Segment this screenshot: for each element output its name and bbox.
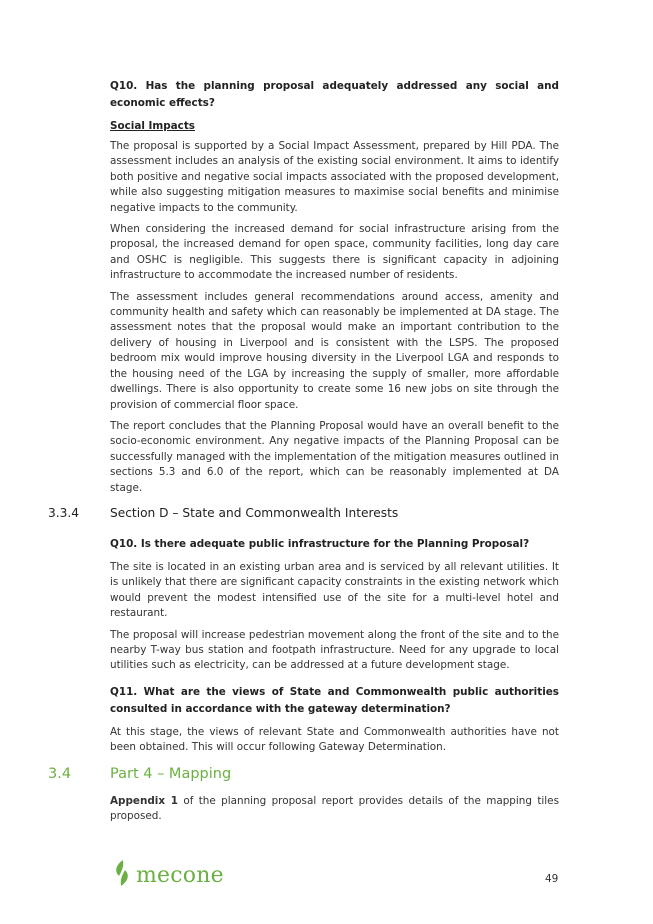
appendix-paragraph bbox=[110, 794, 559, 825]
appendix-text: of the planning proposal report provides details of the mapping tiles proposed. bbox=[110, 794, 559, 822]
question-q10-social: Q10. Has the planning proposal adequately addressed any social and economic effects? bbox=[110, 80, 559, 109]
section-number: 3.3.4 bbox=[48, 505, 80, 520]
question-q10-infrastructure: Q10. Is there adequate public infrastructure for the Planning Proposal? bbox=[110, 537, 530, 550]
social-impacts-heading: Social Impacts bbox=[110, 120, 195, 132]
section-heading-3-3-4 bbox=[0, 506, 559, 524]
paragraph: At this stage, the views of relevant State and Commonwealth authorities have not been obtained. This will occur following Gateway Determination. bbox=[110, 725, 559, 754]
paragraph: The report concludes that the Planning Proposal would have an overall benefit to the socio-economic environment. Any negative impacts of the Planning Proposal can be successfully managed with the implementation of the mitigation measures outlined in sections 5.3 and 6.0 of the report, which can be reasonably implemented at DA stage. bbox=[110, 419, 559, 494]
company-logo bbox=[112, 860, 224, 890]
paragraph: When considering the increased demand for social infrastructure arising from the proposal, the increased demand for open space, community facilities, long day care and OSHC is negligible. This suggests there is significant capacity in adjoining infrastructure to accommodate the increased number of residents. bbox=[110, 223, 559, 282]
leaf-logo-icon bbox=[112, 859, 132, 891]
appendix-reference: Appendix 1 bbox=[110, 794, 178, 807]
paragraph: The site is located in an existing urban area and is serviced by all relevant utilities. It is unlikely that there are significant capacity constraints in the existing network which would prevent the modest intensified use of the site for a multi-level hotel and restaurant. bbox=[110, 560, 559, 620]
part-heading-3-4 bbox=[0, 766, 559, 786]
paragraph: The proposal is supported by a Social Impact Assessment, prepared by Hill PDA. The assessment includes an analysis of the existing social environment. It aims to identify both positive and negative social impacts associated with the proposed development, while also suggesting mitigation measures to maximise social benefits and minimise negative impacts to the community. bbox=[110, 140, 559, 214]
paragraph: The assessment includes general recommendations around access, amenity and community health and safety which can reasonably be implemented at DA stage. The assessment notes that the proposal would make an important contribution to the delivery of housing in Liverpool and is consistent with the LSPS. The proposed bedroom mix would improve housing diversity in the Liverpool LGA and responds to the housing need of the LGA by increasing the supply of smaller, more affordable dwellings. There is also opportunity to create some 16 new jobs on site through the provision of commercial floor space. bbox=[110, 290, 559, 411]
section-title: Section D – State and Commonwealth Interests bbox=[110, 505, 399, 520]
page-number: 49 bbox=[545, 873, 559, 885]
logo-wordmark: mecone bbox=[136, 862, 224, 888]
paragraph: The proposal will increase pedestrian movement along the front of the site and to the nearby T-way bus station and footpath infrastructure. Need for any upgrade to local utilities such as electricity, can be addressed at a future development stage. bbox=[110, 628, 559, 672]
part-number: 3.4 bbox=[48, 765, 72, 782]
question-q11: Q11. What are the views of State and Commonwealth public authorities consulted in accordance with the gateway determination? bbox=[110, 685, 559, 715]
document-body bbox=[48, 78, 559, 830]
part-title: Part 4 – Mapping bbox=[110, 765, 232, 782]
